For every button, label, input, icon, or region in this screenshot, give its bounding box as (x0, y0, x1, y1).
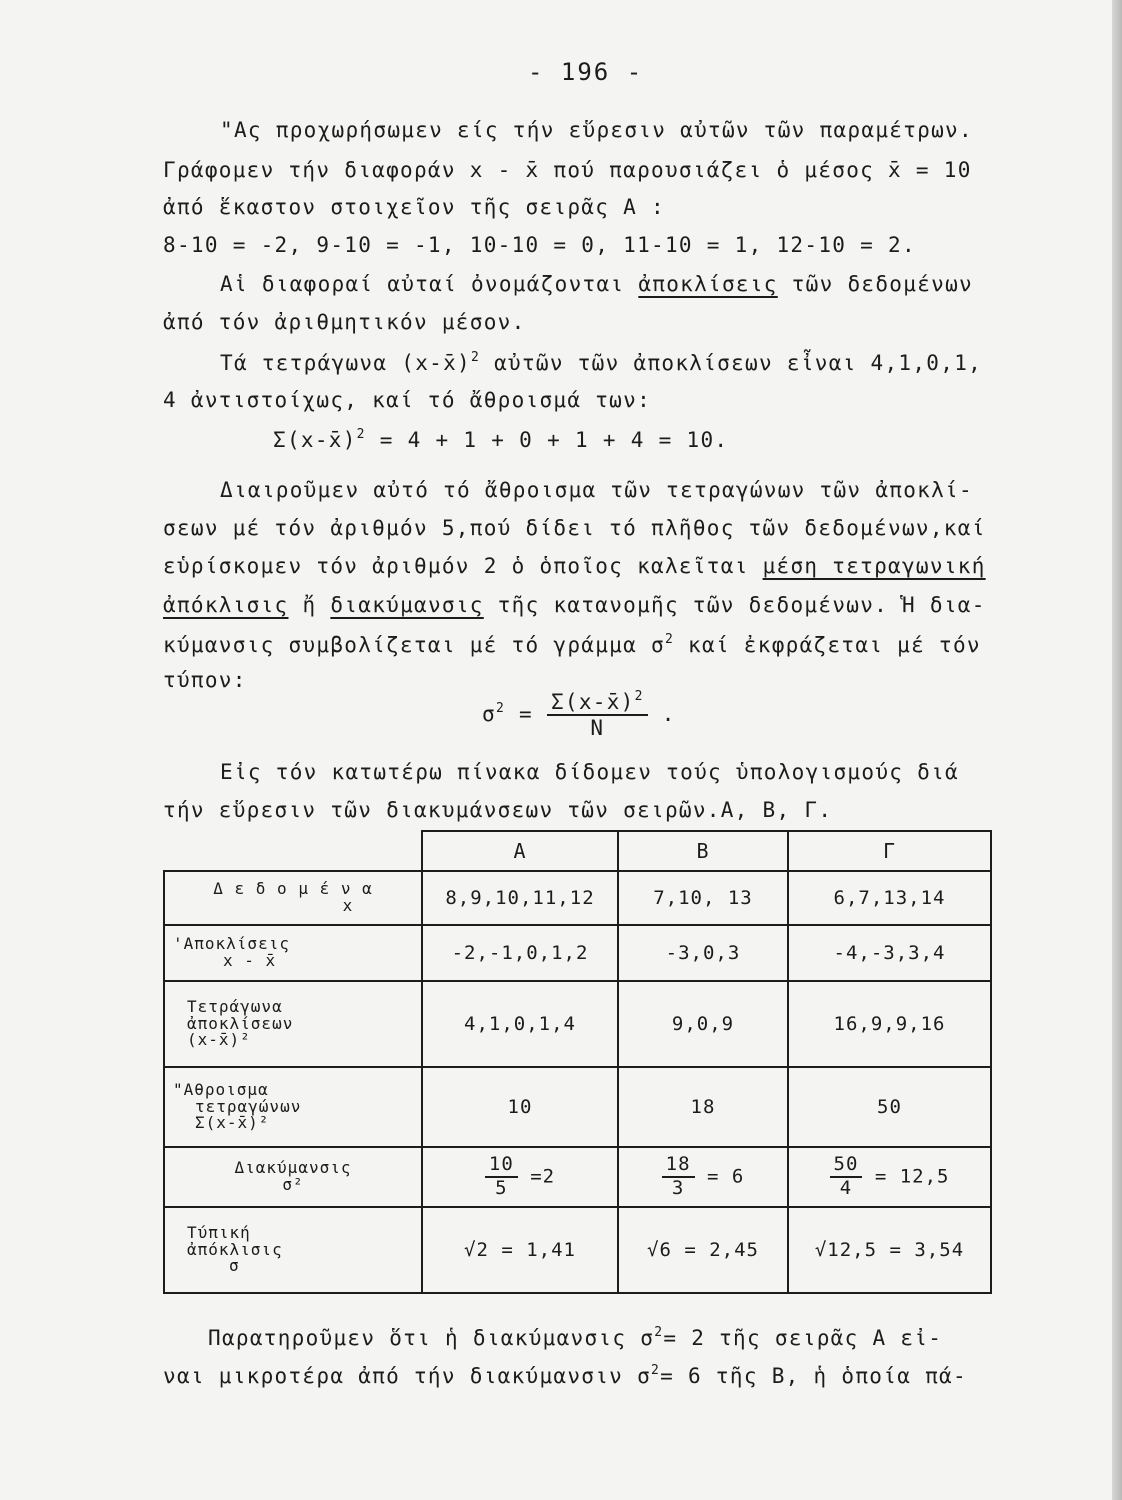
row-label-variance (164, 1147, 422, 1207)
formula-fraction (547, 690, 648, 740)
column-header-a: Α (422, 831, 618, 871)
column-header-g: Γ (788, 831, 991, 871)
row-label-squares (164, 981, 422, 1067)
text-line (220, 272, 973, 296)
fraction-result: = 6 (707, 1165, 745, 1188)
superscript: 2 (664, 632, 675, 647)
text-line (163, 554, 986, 578)
text-span: αὐτῶν τῶν ἀποκλίσεων εἶναι 4,1,0,1, (480, 351, 983, 375)
table-row (164, 871, 991, 925)
table-cell: 18 (618, 1067, 788, 1147)
text-line: ἀπό τόν ἀριθμητικόν μέσον. (163, 310, 526, 334)
table-row (164, 1207, 991, 1293)
table-cell: 4,1,0,1,4 (422, 981, 618, 1067)
row-label-text: τετραγώνων (195, 1096, 302, 1116)
text-span: = 6 τῆς Β, ἡ ὁποία πά- (660, 1364, 967, 1388)
text-line: τύπον: (163, 668, 247, 692)
row-label-text: x - x̄ (223, 951, 277, 970)
table-cell (422, 1147, 618, 1207)
formula-end: . (661, 702, 676, 727)
fraction-result: = 12,5 (874, 1165, 950, 1188)
text-line (208, 1325, 942, 1350)
text-span: ναι μικροτέρα ἀπό τήν διακύμανσιν σ (163, 1364, 652, 1388)
text-line: ἀπό ἕκαστον στοιχεῖον τῆς σειρᾶς Α : (163, 195, 665, 219)
superscript: 2 (654, 1325, 664, 1340)
variance-formula (482, 690, 676, 740)
text-line (163, 1363, 967, 1388)
row-label-text: "Αθροισμα (173, 1079, 269, 1099)
formula-numerator (547, 690, 648, 716)
page-edge-shadow (1112, 0, 1122, 1500)
text-line: Διαιροῦμεν αὐτό τό ἄθροισμα τῶν τετραγώνων τῶν ἀποκλί- (220, 478, 973, 502)
table-cell: 50 (788, 1067, 991, 1147)
text-line: Εἰς τόν κατωτέρω πίνακα δίδομεν τούς ὑπολογισμούς διά (220, 760, 959, 784)
row-label-text: x (342, 896, 354, 915)
fraction-denominator: 4 (839, 1177, 853, 1199)
table-row (164, 1147, 991, 1207)
table-row (164, 981, 991, 1067)
row-label-text: 'Αποκλίσεις (173, 934, 290, 954)
text-span: Τά τετράγωνα (x-x̄) (220, 351, 471, 375)
superscript: 2 (356, 427, 366, 442)
text-span: εὑρίσκομεν τόν ἀριθμόν 2 ὁ ὁποῖος καλεῖται (163, 554, 749, 578)
fraction (662, 1154, 695, 1200)
text-line: Γράφομεν τήν διαφοράν x - x̄ πού παρουσιάζει ὁ μέσος x̄ = 10 (163, 158, 972, 182)
fraction (830, 1154, 863, 1200)
text-span: = 4 + 1 + 0 + 1 + 4 = 10. (365, 428, 729, 452)
table-cell: √6 = 2,45 (618, 1207, 788, 1293)
table-cell: √2 = 1,41 (422, 1207, 618, 1293)
superscript: 2 (651, 1363, 661, 1378)
formula-eq: = (505, 702, 547, 727)
text-line (163, 632, 981, 657)
numerator-text: Σ(x-x̄) (550, 690, 635, 714)
text-span: = 2 τῆς σειρᾶς Α εἰ- (663, 1326, 943, 1350)
row-label-deviations (164, 925, 422, 981)
table-corner (164, 831, 422, 871)
text-line: 4 ἀντιστοίχως, καί τό ἄθροισμά των: (163, 388, 652, 412)
text-line: "Ας προχωρήσωμεν είς τήν εὕρεσιν αὐτῶν τῶν παραμέτρων. (220, 118, 973, 142)
fraction-numerator: 50 (830, 1154, 863, 1178)
row-label-text: ἀπόκλισις (187, 1239, 283, 1259)
table-cell (618, 1147, 788, 1207)
row-label-data (164, 871, 422, 925)
table-row (164, 1067, 991, 1147)
table-header-row (164, 831, 991, 871)
table-cell: -2,-1,0,1,2 (422, 925, 618, 981)
row-label-std-dev (164, 1207, 422, 1293)
table-cell: -4,-3,3,4 (788, 925, 991, 981)
row-label-text: Τύπική (187, 1222, 251, 1242)
sum-formula (273, 427, 728, 452)
table-cell: 16,9,9,16 (788, 981, 991, 1067)
term-apoklisis: ἀπόκλισις (163, 593, 289, 617)
table-cell: 10 (422, 1067, 618, 1147)
superscript: 2 (495, 701, 506, 717)
fraction-numerator: 10 (485, 1154, 518, 1178)
text-span: καί ἐκφράζεται μέ τόν (674, 633, 981, 657)
row-label-text: Δ ε δ ο μ έ ν α (213, 879, 373, 899)
text-span: τῶν δεδομένων (791, 272, 973, 296)
table-cell: √12,5 = 3,54 (788, 1207, 991, 1293)
text-span: κύμανσις συμβολίζεται μέ τό γράμμα σ (163, 633, 665, 657)
text-line (163, 593, 986, 617)
fraction (485, 1154, 518, 1200)
text-span: ἤ (302, 593, 317, 617)
formula-lhs: σ (482, 702, 496, 727)
row-label-text: σ (229, 1256, 240, 1276)
text-span: Σ(x-x̄) (273, 428, 357, 452)
page-number: - 196 - (528, 58, 644, 86)
row-label-text: Διακύμανσις (234, 1158, 352, 1178)
column-header-b: Β (618, 831, 788, 871)
fraction-numerator: 18 (662, 1154, 695, 1178)
variance-table (163, 830, 992, 1294)
row-label-text: (x-x̄)² (187, 1030, 251, 1050)
row-label-text: Σ(x-x̄)² (195, 1113, 270, 1133)
table-row (164, 925, 991, 981)
superscript: 2 (634, 689, 644, 704)
table-cell: 6,7,13,14 (788, 871, 991, 925)
text-span: τῆς κατανομῆς τῶν δεδομένων. Ἡ δια- (497, 593, 986, 617)
row-label-text: Τετράγωνα (187, 996, 283, 1016)
row-label-text: ἀποκλίσεων (187, 1013, 294, 1033)
row-label-sum (164, 1067, 422, 1147)
text-line (220, 350, 982, 375)
row-label-text: σ² (282, 1175, 304, 1194)
term-mesi-tetragoniki: μέση τετραγωνική (762, 554, 986, 578)
term-diakymansis: διακύμανσις (330, 593, 484, 617)
superscript: 2 (470, 350, 481, 365)
table-cell: 9,0,9 (618, 981, 788, 1067)
table-cell: 8,9,10,11,12 (422, 871, 618, 925)
text-line: τήν εὕρεσιν τῶν διακυμάνσεων τῶν σειρῶν.Α, Β, Γ. (163, 798, 833, 822)
table-cell: -3,0,3 (618, 925, 788, 981)
text-span: Αἱ διαφοραί αὐταί ὀνομάζονται (220, 272, 625, 296)
table-cell (788, 1147, 991, 1207)
text-line: 8-10 = -2, 9-10 = -1, 10-10 = 0, 11-10 = 1, 12-10 = 2. (163, 233, 916, 257)
fraction-result: =2 (530, 1165, 556, 1188)
formula-denominator: N (590, 716, 605, 741)
fraction-denominator: 3 (671, 1177, 685, 1199)
fraction-denominator: 5 (495, 1177, 508, 1199)
term-apokliseis: ἀποκλίσεις (638, 272, 778, 296)
text-span: Παρατηροῦμεν ὅτι ἡ διακύμανσις σ (208, 1326, 655, 1350)
table-cell: 7,10, 13 (618, 871, 788, 925)
text-line: σεων μέ τόν ἀριθμόν 5,πού δίδει τό πλῆθος τῶν δεδομένων,καί (163, 516, 986, 540)
